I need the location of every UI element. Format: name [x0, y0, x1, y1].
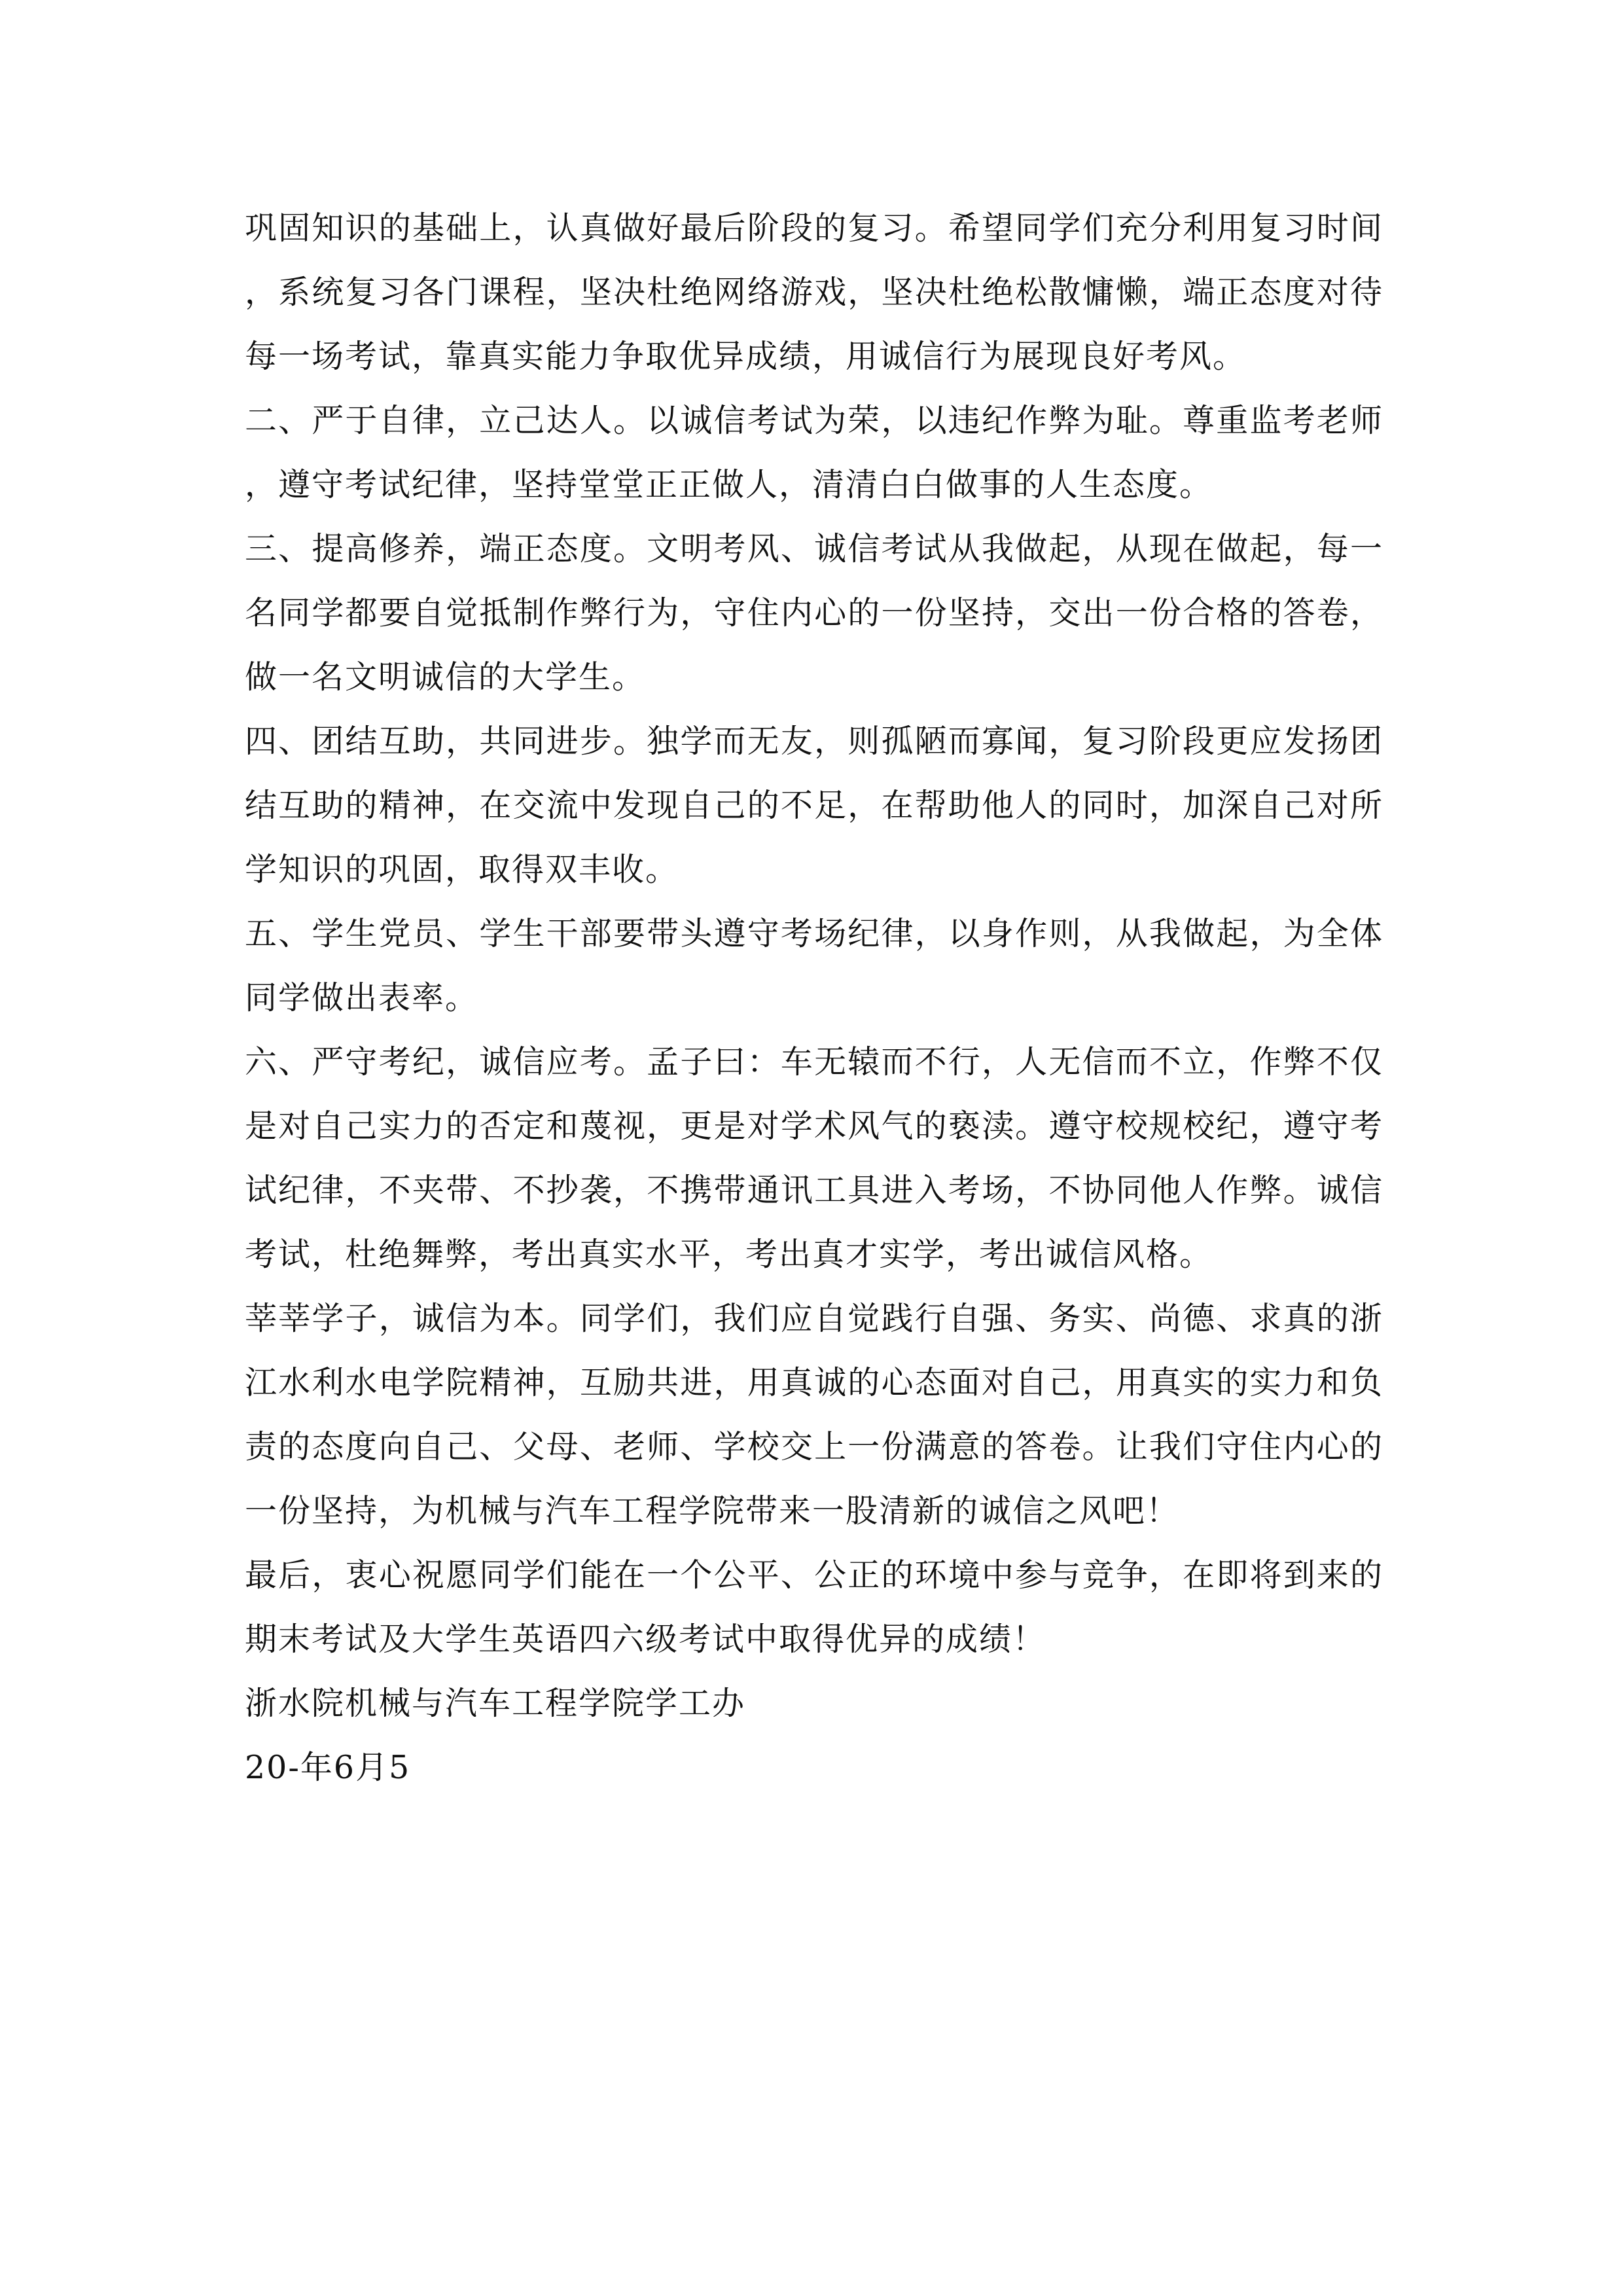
- paragraph-integrity-appeal: 莘莘学子，诚信为本。同学们，我们应自觉践行自强、务实、尚德、求真的浙江水利水电学院精神，互励共进，用真诚的心态面对自己，用真实的实力和负责的态度向自己、父母、老师、学校交上一份满意的答卷。让我们守住内心的一份坚持，为机械与汽车工程学院带来一股清新的诚信之风吧！: [245, 1300, 1383, 1530]
- paragraph-point-five: 五、学生党员、学生干部要带头遵守考场纪律，以身作则，从我做起，为全体同学做出表率。: [245, 915, 1383, 1016]
- signature-date: 20-年6月5: [245, 1749, 411, 1786]
- paragraph-point-four: 四、团结互助，共同进步。独学而无友，则孤陋而寡闻，复习阶段更应发扬团结互助的精神，在交流中发现自己的不足，在帮助他人的同时，加深自己对所学知识的巩固，取得双丰收。: [245, 723, 1383, 888]
- paragraph-point-six: 六、严守考纪，诚信应考。孟子曰：车无辕而不行，人无信而不立，作弊不仅是对自己实力的否定和蔑视，更是对学术风气的亵渎。遵守校规校纪，遵守考试纪律，不夹带、不抄袭，不携带通讯工具进入考场，不协同他人作弊。诚信考试，杜绝舞弊，考出真实水平，考出真才实学，考出诚信风格。: [245, 1043, 1383, 1273]
- paragraph-review-continuation: 巩固知识的基础上，认真做好最后阶段的复习。希望同学们充分利用复习时间，系统复习各门课程，坚决杜绝网络游戏，坚决杜绝松散慵懒，端正态度对待每一场考试，靠真实能力争取优异成绩，用诚信行为展现良好考风。: [245, 209, 1383, 375]
- document-body: [245, 196, 1383, 1800]
- paragraph-point-two: 二、严于自律，立己达人。以诚信考试为荣，以违纪作弊为耻。尊重监考老师，遵守考试纪律，坚持堂堂正正做人，清清白白做事的人生态度。: [245, 402, 1383, 503]
- signature-office: 浙水院机械与汽车工程学院学工办: [245, 1685, 746, 1722]
- paragraph-closing-wishes: 最后，衷心祝愿同学们能在一个公平、公正的环境中参与竞争，在即将到来的期末考试及大学生英语四六级考试中取得优异的成绩！: [245, 1556, 1383, 1658]
- paragraph-point-three: 三、提高修养，端正态度。文明考风、诚信考试从我做起，从现在做起，每一名同学都要自觉抵制作弊行为，守住内心的一份坚持，交出一份合格的答卷，做一名文明诚信的大学生。: [245, 530, 1383, 696]
